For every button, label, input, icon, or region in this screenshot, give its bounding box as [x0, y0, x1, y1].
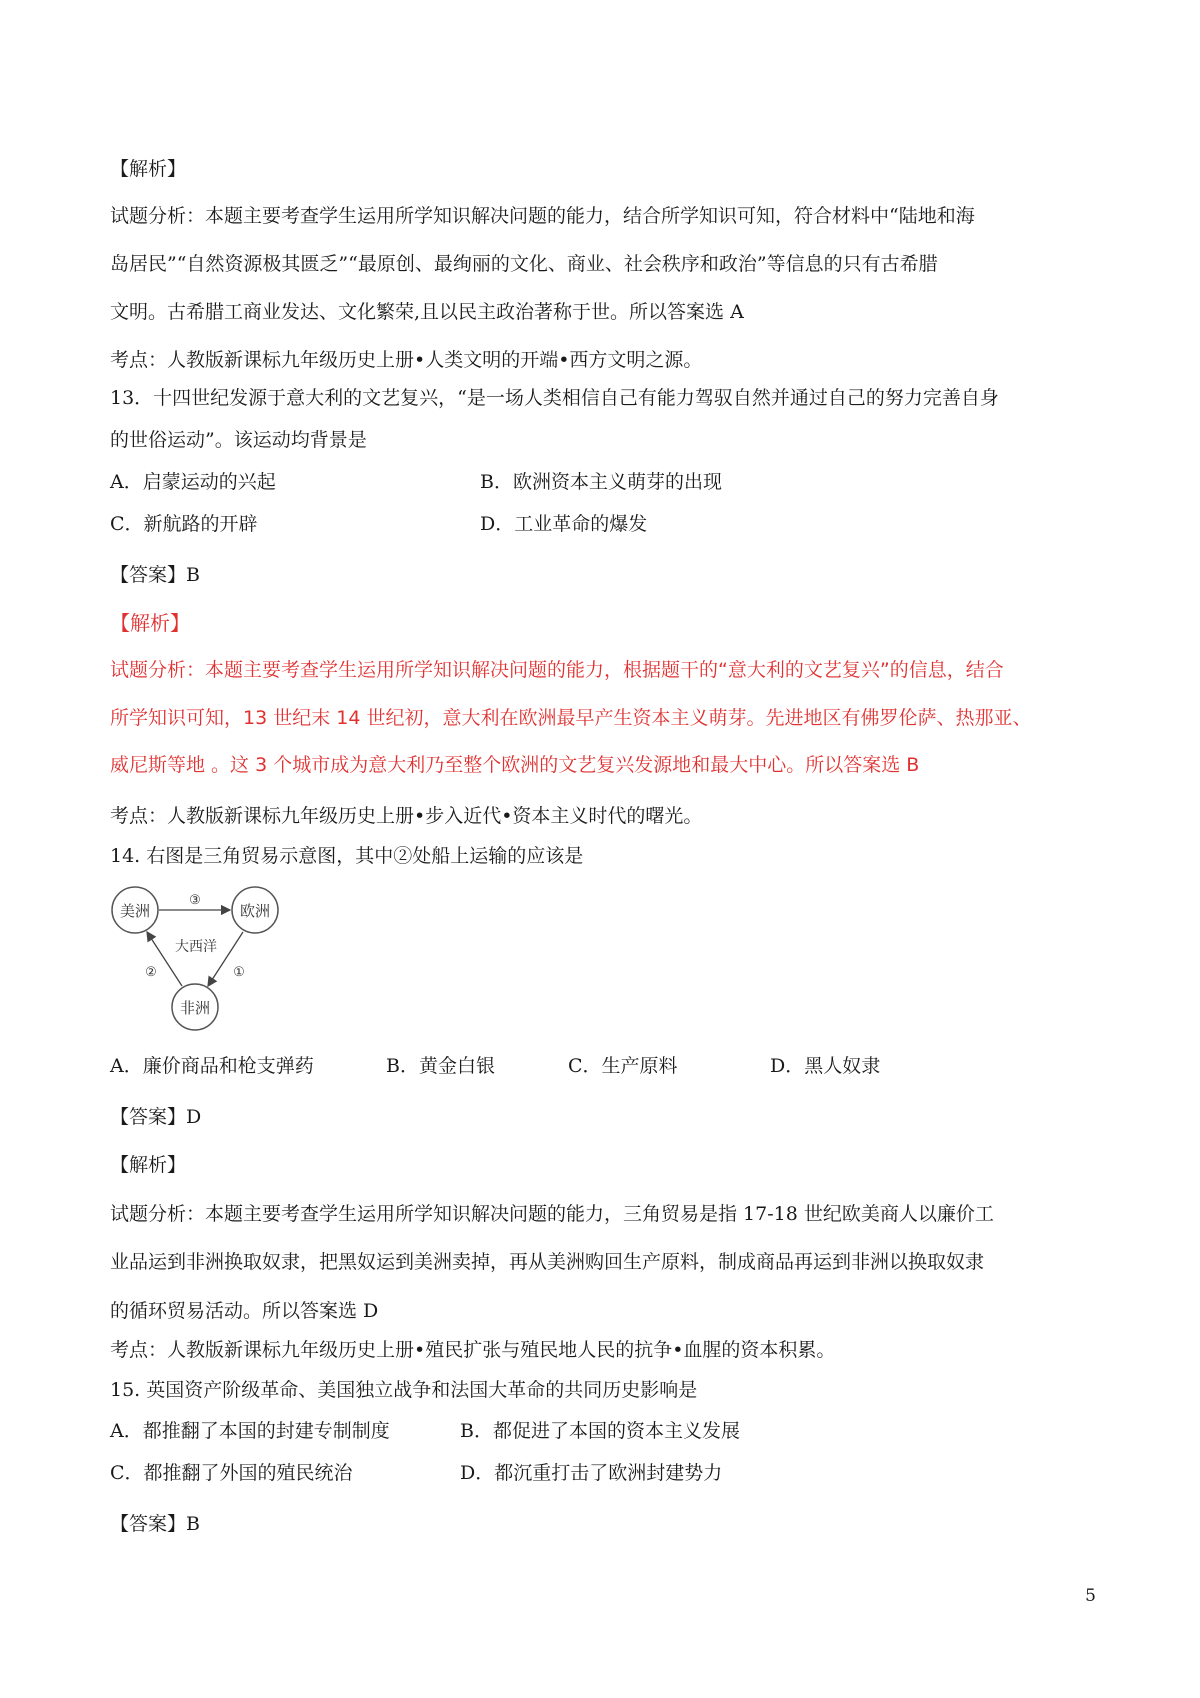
q12-analysis-line-1: 试题分析：本题主要考查学生运用所学知识解决问题的能力，结合所学知识可知，符合材料中“陆地和海 [110, 205, 975, 227]
q14-analysis-line-1: 试题分析：本题主要考查学生运用所学知识解决问题的能力，三角贸易是指 17-18 世纪欧美商人以廉价工 [110, 1203, 994, 1225]
europe-label: 欧洲 [239, 902, 271, 920]
q14-option-b: B．黄金白银 [386, 1055, 495, 1077]
q13-option-b: B．欧洲资本主义萌芽的出现 [480, 471, 722, 493]
q14-analysis-line-2: 业品运到非洲换取奴隶，把黑奴运到美洲卖掉，再从美洲购回生产原料，制成商品再运到非洲以换取奴隶 [110, 1251, 985, 1273]
q15-option-a: A．都推翻了本国的封建专制制度 [110, 1420, 390, 1442]
q13-analysis-line-3: 威尼斯等地 。这 3 个城市成为意大利乃至整个欧洲的文艺复兴发源地和最大中心。所以答案选 B [110, 754, 920, 776]
q12-kaodian: 考点：人教版新课标九年级历史上册•人类文明的开端•西方文明之源。 [110, 349, 703, 371]
q13-analysis-line-1: 试题分析：本题主要考查学生运用所学知识解决问题的能力，根据题干的“意大利的文艺复兴”的信息，结合 [110, 659, 1004, 681]
americas-label: 美洲 [119, 902, 151, 920]
q14-answer: 【答案】D [110, 1106, 202, 1128]
route-2-mark: ② [145, 965, 157, 980]
route-1-mark: ① [233, 965, 245, 980]
q14-option-c: C．生产原料 [568, 1055, 678, 1077]
q12-jiexi-label: 【解析】 [110, 158, 187, 180]
q14-kaodian: 考点：人教版新课标九年级历史上册•殖民扩张与殖民地人民的抗争•血腥的资本积累。 [110, 1339, 836, 1361]
q15-stem: 15. 英国资产阶级革命、美国独立战争和法国大革命的共同历史影响是 [110, 1379, 698, 1401]
q13-stem-line-1: 13．十四世纪发源于意大利的文艺复兴，“是一场人类相信自己有能力驾驭自然并通过自己的努力完善自身 [110, 387, 999, 409]
q13-kaodian: 考点：人教版新课标九年级历史上册•步入近代•资本主义时代的曙光。 [110, 805, 703, 827]
q14-option-a: A．廉价商品和枪支弹药 [110, 1055, 314, 1077]
q13-jiexi-label: 【解析】 [110, 611, 190, 635]
q14-jiexi-label: 【解析】 [110, 1154, 187, 1176]
page-number: 5 [1085, 1586, 1096, 1606]
q13-option-c: C．新航路的开辟 [110, 513, 258, 535]
triangle-trade-diagram [108, 880, 288, 1040]
q15-answer: 【答案】B [110, 1513, 200, 1535]
q14-analysis-line-3: 的循环贸易活动。所以答案选 D [110, 1300, 379, 1322]
q13-option-d: D．工业革命的爆发 [480, 513, 648, 535]
africa-label: 非洲 [179, 999, 211, 1017]
route-3-mark: ③ [189, 893, 201, 908]
q12-analysis-line-3: 文明。古希腊工商业发达、文化繁荣,且以民主政治著称于世。所以答案选 A [110, 301, 744, 323]
atlantic-label: 大西洋 [175, 939, 217, 955]
q13-stem-line-2: 的世俗运动”。该运动均背景是 [110, 429, 367, 451]
q13-answer: 【答案】B [110, 564, 200, 586]
q15-option-b: B．都促进了本国的资本主义发展 [460, 1420, 740, 1442]
q13-analysis-line-2: 所学知识可知，13 世纪末 14 世纪初，意大利在欧洲最早产生资本主义萌芽。先进地区有佛罗伦萨、热那亚、 [110, 707, 1032, 729]
q15-option-d: D．都沉重打击了欧洲封建势力 [460, 1462, 723, 1484]
q13-option-a: A．启蒙运动的兴起 [110, 471, 276, 493]
q14-option-d: D．黑人奴隶 [770, 1055, 881, 1077]
q15-option-c: C．都推翻了外国的殖民统治 [110, 1462, 353, 1484]
q14-stem: 14. 右图是三角贸易示意图，其中②处船上运输的应该是 [110, 845, 584, 867]
q12-analysis-line-2: 岛居民”“自然资源极其匮乏”“最原创、最绚丽的文化、商业、社会秩序和政治”等信息的只有古希腊 [110, 253, 938, 275]
